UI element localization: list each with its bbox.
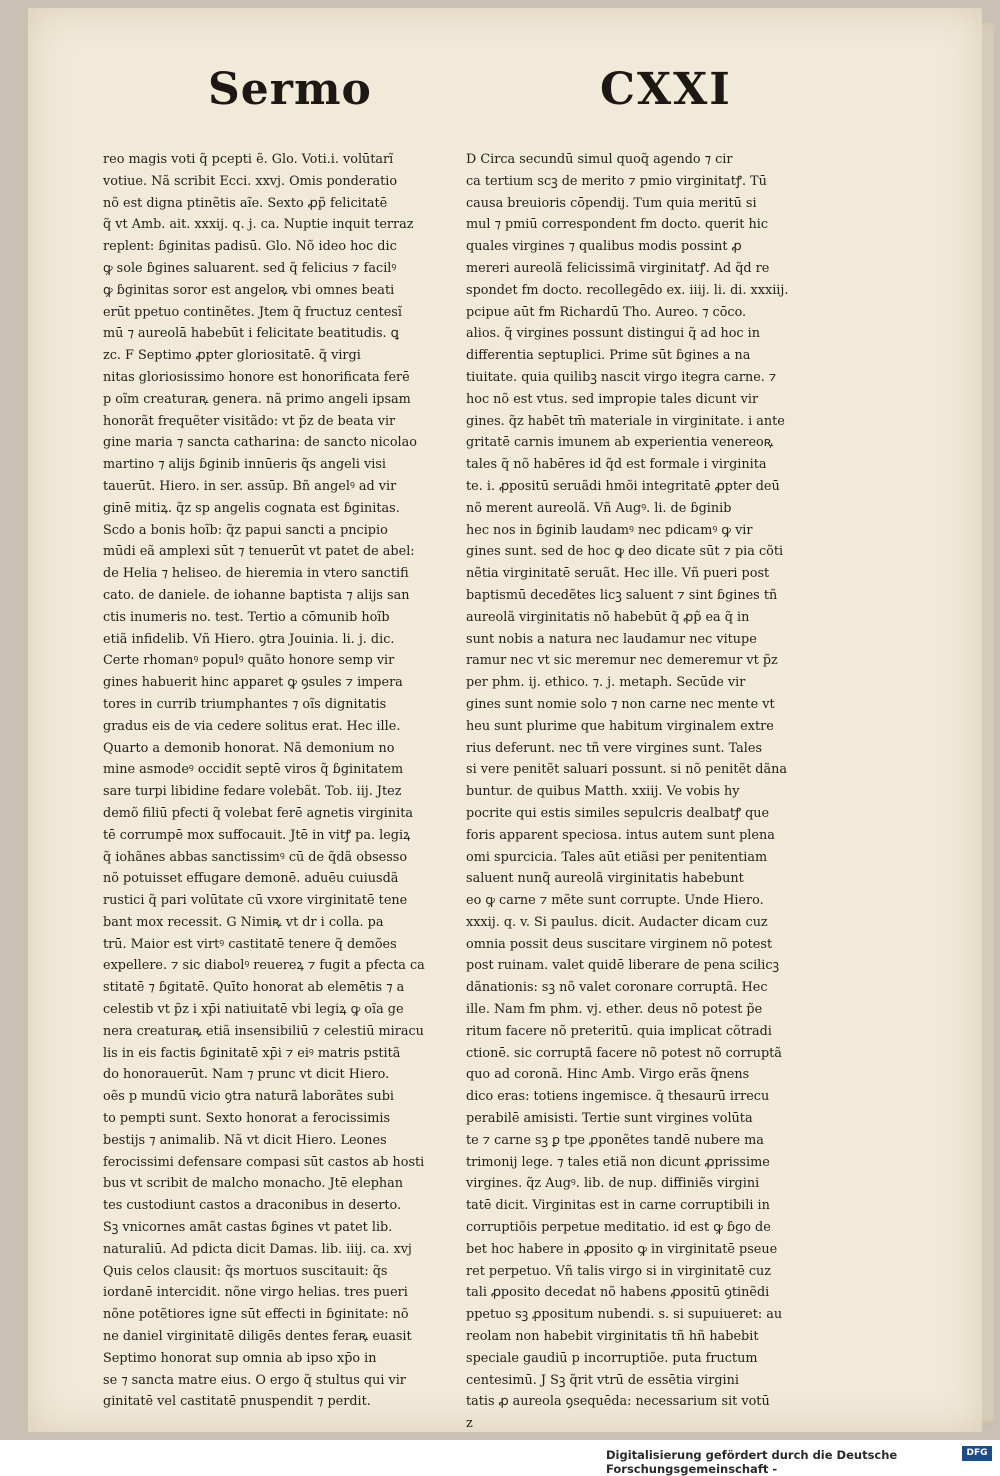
text-line: ret perpetuo. Vñ talis virgo si in virginitatē cuz	[466, 1263, 771, 1279]
left-text-column	[103, 149, 443, 1413]
text-line: rius deferunt. nec tñ vere virgines sunt. Tales	[466, 740, 763, 756]
text-line: eo ꝙ carne ⁊ mẽte sunt corrupte. Unde Hiero.	[466, 893, 764, 909]
text-line: tes custodiunt castos a draconibus in deserto.	[103, 1198, 402, 1214]
text-line: bet hoc habere in ꝓposito ꝙ in virginitatē pseue	[466, 1241, 778, 1257]
text-line: gines habuerit hinc apparet ꝙ ꝯsules ⁊ impera	[103, 675, 403, 691]
text-line: gradus eis de via cedere solitus erat. Hec ille.	[103, 718, 401, 734]
text-line: Sꝫ vnicornes amãt castas ɓgines vt patet lib.	[103, 1220, 393, 1236]
text-line: nera creaturaꝶ etiã insensibiliū ⁊ celestiū miracu	[103, 1023, 424, 1039]
text-line: perabilē amisisti. Tertie sunt virgines volūta	[466, 1111, 753, 1127]
text-line: Scdo a bonis hoĩb: q̃z papui sancti a pncipio	[103, 522, 388, 538]
text-line: ginē mitiꝝ. q̃z sp angelis cognata est ɓginitas.	[103, 500, 400, 516]
dfg-logo: DFG	[962, 1446, 992, 1461]
text-line: post ruinam. valet quidē liberare de pena scilicꝫ	[466, 958, 780, 974]
text-line: zc. F Septimo ꝓpter gloriositatē. q̃ virgi	[103, 348, 361, 364]
text-line: mū ⁊ aureolā habebūt i felicitate beatitudis. ꝗ	[103, 326, 399, 342]
folio-number: CXXI	[600, 64, 732, 115]
text-line: tores in currib triumphantes ⁊ oĩs dignitatis	[103, 696, 387, 712]
text-line: ꝙ ɓginitas soror est angeloꝶ vbi omnes beati	[103, 282, 395, 298]
text-line: naturaliū. Ad pdicta dicit Damas. lib. iiij. ca. xvj	[103, 1241, 412, 1257]
text-line: oẽs p mundū vicio ꝯtra naturã laborãtes subi	[103, 1089, 394, 1105]
text-line: virgines. q̃z Augꝰ. lib. de nup. diffiniẽs virgini	[466, 1176, 760, 1192]
text-line: bant mox recessit. G Nimiꝶ vt dr i colla. pa	[103, 914, 384, 930]
text-line: reolam non habebit virginitatis tñ hñ habebit	[466, 1329, 759, 1345]
text-line: ille. Nam fm phm. vj. ether. deus nõ potest p̃e	[466, 1002, 763, 1018]
text-line: nõ merent aureolã. Vñ Augꝰ. li. de ɓginib	[466, 500, 732, 516]
text-line: differentia septuplici. Prime sūt ɓgines a na	[466, 348, 751, 364]
text-line: gines. q̃z habēt tm̄ materiale in virginitate. i ante	[466, 413, 785, 429]
text-line: quales virgines ⁊ qualibus modis possint ꝓ	[466, 239, 742, 255]
text-line: tatē dicit. Virginitas est in carne corruptibili in	[466, 1198, 770, 1214]
text-line: tales q̃ nõ habēres id q̃d est formale i virginita	[466, 457, 767, 473]
text-line: Septimo honorat sup omnia ab ipso xp̄o in	[103, 1350, 377, 1366]
text-line: tē corrumpē mox suffocauit. Jtē in vitꝭ pa. legiꝝ	[103, 827, 411, 843]
right-text-column	[466, 149, 806, 1435]
text-line: saluent nunq̃ aureolã virginitatis habebunt	[466, 871, 744, 887]
text-line: hoc nõ est vtus. sed impropie tales dicunt vir	[466, 391, 759, 407]
text-line: se ⁊ sancta matre eius. O ergo q̃ stultus qui vir	[103, 1372, 406, 1388]
text-line: xxxij. q. v. Si paulus. dicit. Audacter dicam cuz	[466, 914, 768, 930]
text-line: tatis ꝓ aureola ꝯsequēda: necessarium sit votū	[466, 1394, 770, 1410]
text-line: mine asmodeꝰ occidit septē viros q̃ ɓginitatem	[103, 762, 404, 778]
text-line: dico eras: totiens ingemisce. q̃ thesaurū irrecu	[466, 1089, 770, 1105]
text-line: p oĩm creaturaꝶ genera. nã primo angeli ipsam	[103, 391, 411, 407]
text-line: de Helia ⁊ heliseo. de hieremia in vtero sanctifi	[103, 566, 409, 582]
text-line: ramur nec vt sic meremur nec demeremur vt p̃z	[466, 653, 778, 669]
text-line: tauerūt. Hiero. in ser. assūp. Bñ angelꝰ ad vir	[103, 478, 397, 494]
text-line: centesimū. J Sꝫ q̃rit vtrū de essētia virgini	[466, 1372, 739, 1388]
text-line: nõ est digna ptinẽtis aĩe. Sexto ꝓp̃ felicitatē	[103, 195, 388, 211]
text-line: baptismū decedẽtes licꝫ saluent ⁊ sint ɓgines tñ	[466, 587, 778, 603]
text-line: gritatē carnis imunem ab experientia venereoꝶ	[466, 435, 774, 451]
text-line: do honorauerūt. Nam ⁊ prunc vt dicit Hiero.	[103, 1067, 390, 1083]
text-line: causa breuioris cōpendij. Tum quia meritū si	[466, 195, 757, 211]
text-line: q̃ iohãnes abbas sanctissimꝰ cū de q̃dã obsesso	[103, 849, 408, 865]
text-line: expellere. ⁊ sic diabolꝰ reuereꝝ ⁊ fugit a pfecta ca	[103, 958, 425, 974]
text-line: votiue. Nã scribit Ecci. xxvj. Omis ponderatio	[103, 173, 398, 189]
text-line: replent: ɓginitas padisū. Glo. Nõ ideo hoc dic	[103, 239, 397, 255]
text-line: lis in eis factis ɓginitatē xp̄i ⁊ eiꝰ matris pstitã	[103, 1045, 401, 1061]
text-line: etiã infidelib. Vñ Hiero. ꝯtra Jouinia. li. j. dic.	[103, 631, 395, 647]
text-line: heu sunt plurime que habitum virginalem extre	[466, 718, 774, 734]
text-line: nitas gloriosissimo honore est honorificata ferē	[103, 369, 410, 385]
text-line: reo magis voti q̃ pcepti ẽ. Glo. Voti.i. volūtarĩ	[103, 152, 394, 167]
text-line: Quarto a demonib honorat. Nã demonium no	[103, 740, 395, 756]
text-line: alios. q̃ virgines possunt distingui q̃ ad hoc in	[466, 326, 760, 342]
text-line: dãnationis: sꝫ nõ valet coronare corruptã. Hec	[466, 980, 768, 996]
text-line: buntur. de quibus Matth. xxiij. Ve vobis hy	[466, 784, 740, 800]
text-line: nõne potẽtiores igne sūt effecti in ɓginitate: nõ	[103, 1307, 409, 1323]
text-line: pcipue aūt fm Richardū Tho. Aureo. ⁊ cōco.	[466, 304, 747, 320]
text-line: te ⁊ carne sꝫ ꝑ tpe ꝓponẽtes tandē nubere ma	[466, 1132, 764, 1148]
text-line: D Circa secundū simul quoq̃ agendo ⁊ cir	[466, 152, 733, 167]
text-line: sunt nobis a natura nec laudamur nec vitupe	[466, 631, 757, 647]
text-line: mūdi eã amplexi sūt ⁊ tenuerūt vt patet de abel:	[103, 544, 415, 560]
text-line: ritum facere nõ preteritū. quia implicat cõtradi	[466, 1023, 772, 1039]
text-line: omi spurcicia. Tales aūt etiãsi per penitentiam	[466, 849, 768, 865]
text-line: speciale gaudiū p incorruptiõe. puta fructum	[466, 1350, 758, 1366]
text-line: trū. Maior est virtꝰ castitatē tenere q̃ demões	[103, 936, 397, 952]
text-line: to pempti sunt. Sexto honorat a ferocissimis	[103, 1111, 391, 1127]
text-line: demõ filiū pfecti q̃ volebat ferē agnetis virginita	[103, 805, 413, 821]
text-line: nõ potuisset effugare demonē. aduēu cuiusdã	[103, 871, 399, 887]
text-line: omnia possit deus suscitare virginem nõ potest	[466, 936, 773, 952]
funding-notice: Digitalisierung gefördert durch die Deutsche Forschungsgemeinschaft -	[606, 1448, 898, 1476]
text-line: quo ad coronã. Hinc Amb. Virgo erãs q̃nens	[466, 1067, 750, 1083]
text-line: sare turpi libidine fedare volebãt. Tob. iij. Jtez	[103, 784, 402, 800]
text-line: mul ⁊ pmiū correspondent fm docto. querit hic	[466, 217, 768, 233]
text-line: per phm. ij. ethico. ⁊. j. metaph. Secūde vir	[466, 675, 746, 691]
text-line: Certe rhomanꝰ populꝰ quãto honore semp vir	[103, 653, 395, 669]
text-line: pocrite qui estis similes sepulcris dealbatꝭ que	[466, 805, 770, 821]
text-line: aureolã virginitatis nõ habebūt q̃ ꝓp̃ ea q̃ in	[466, 609, 750, 625]
text-line: gines sunt. sed de hoc ꝙ deo dicate sūt ⁊ pia cõti	[466, 544, 784, 560]
text-line: z	[466, 1416, 473, 1432]
text-line: gine maria ⁊ sancta catharina: de sancto nicolao	[103, 435, 417, 451]
text-line: martino ⁊ alijs ɓginib innūeris q̃s angeli visi	[103, 457, 386, 473]
text-line: ppetuo sꝫ ꝓpositum nubendi. s. si supuiueret: au	[466, 1307, 783, 1323]
text-line: Quis celos clausit: q̃s mortuos suscitauit: q̃s	[103, 1263, 388, 1279]
text-line: honorãt frequẽter visitãdo: vt p̃z de beata vir	[103, 413, 396, 429]
text-line: stitatē ⁊ ɓgitatē. Quīto honorat ab elemētis ⁊ a	[103, 980, 405, 996]
text-line: ferocissimi defensare compasi sūt castos ab hosti	[103, 1154, 425, 1170]
text-line: trimonij lege. ⁊ tales etiã non dicunt ꝓprissime	[466, 1154, 770, 1170]
text-line: tali ꝓposito decedat nõ habens ꝓpositū ꝯtinẽdi	[466, 1285, 770, 1301]
text-line: ctis inumeris no. test. Tertio a cōmunib hoĩb	[103, 609, 390, 625]
text-line: nẽtia virginitatē seruãt. Hec ille. Vñ pueri post	[466, 566, 770, 582]
text-line: mereri aureolã felicissimã virginitatꝭ. Ad q̃d re	[466, 260, 770, 276]
text-line: tiuitate. quia quilibꝫ nascit virgo itegra carne. ⁊	[466, 369, 777, 385]
text-line: erūt ppetuo continẽtes. Jtem q̃ fructuz centesĩ	[103, 304, 402, 320]
text-line: iordanē intercidit. nõne virgo helias. tres pueri	[103, 1285, 408, 1301]
text-line: si vere penitẽt saluari possunt. si nõ penitẽt dãna	[466, 762, 788, 778]
text-line: bus vt scribit de malcho monacho. Jtē elephan	[103, 1176, 404, 1192]
text-line: spondet fm docto. recollegēdo ex. iiij. li. di. xxxiij.	[466, 282, 789, 298]
text-line: ca tertium scꝫ de merito ⁊ pmio virginitatꝭ. Tū	[466, 173, 767, 189]
text-line: q̃ vt Amb. ait. xxxij. q. j. ca. Nuptie inquit terraz	[103, 217, 414, 233]
text-line: rustici q̃ pari volūtate cū vxore virginitatē tene	[103, 893, 408, 909]
text-line: gines sunt nomie solo ⁊ non carne nec mente vt	[466, 696, 775, 712]
text-line: foris apparent speciosa. intus autem sunt plena	[466, 827, 775, 843]
text-line: ginitatē vel castitatē pnuspendit ⁊ perdit.	[103, 1394, 371, 1410]
text-line: ꝙ sole ɓgines saluarent. sed q̃ felicius ⁊ facilꝰ	[103, 260, 397, 276]
running-header-title: Sermo	[208, 64, 372, 115]
text-line: corruptiõis perpetue meditatio. id est ꝙ ɓgo de	[466, 1220, 771, 1236]
text-line: ne daniel virginitatē diligēs dentes feraꝶ euasit	[103, 1329, 412, 1345]
text-line: celestib vt p̃z i xp̄i natiuitatē vbi legiꝝ ꝙ oĩa ge	[103, 1002, 404, 1018]
text-line: bestijs ⁊ animalib. Nã vt dicit Hiero. Leones	[103, 1132, 387, 1148]
text-line: cato. de daniele. de iohanne baptista ⁊ alijs san	[103, 587, 410, 603]
text-line: te. i. ꝓpositū seruãdi hmõi integritatē ꝓpter deū	[466, 478, 780, 494]
text-line: hec nos in ɓginib laudamꝰ nec pdicamꝰ ꝙ vir	[466, 522, 753, 538]
text-line: ctionē. sic corruptã facere nõ potest nõ corruptã	[466, 1045, 782, 1061]
